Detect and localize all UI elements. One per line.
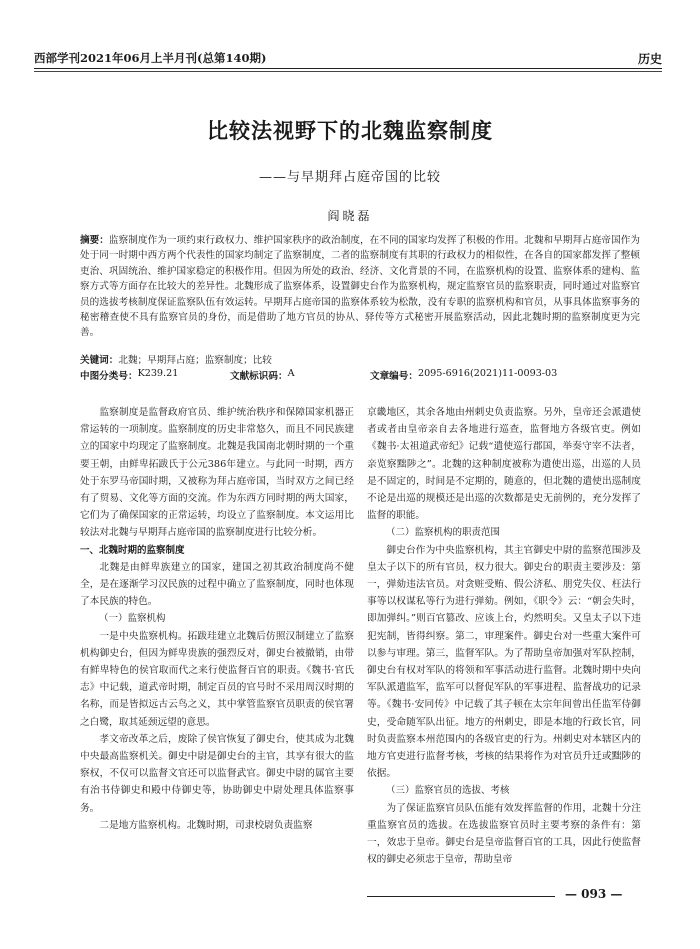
keywords-label: 关键词： — [80, 355, 119, 366]
article-number — [370, 368, 558, 382]
clc-label: 中图分类号： — [80, 371, 138, 382]
paragraph: 御史台作为中央监察机构，其主官御史中尉的监察范围涉及皇太子以下的所有官员，权力很大。御史台的职责主要涉及：第一，弹劾违法官员。对贪赃受贿、假公济私、朋党失仪、枉法行事等以权谋私等行为进行弹劾。例如，《职令》云：“朝会失时，即加弹纠。”则百官篡改、应该上台，灼然明矣。又皇太子以下违犯宪制，皆得纠察。第二，审理案件。御史台对一些重大案件可以参与审理。第三，监督军队。为了帮助皇帝加强对军队控制，御史台有权对军队的将领和军事活动进行监督。北魏时期中央向军队派遣监军，监军可以督促军队的军事进程、监督战功的记录等。《魏书·安同传》中记载了其子顿在太宗年间曾出任监军侍御史，受命随军队出征。地方的州刺史，即是本地的行政长官，同时负责监察本州范围内的各级官吏的行为。州刺史对本辖区内的地方官吏进行监督考核，考核的结果将作为对官员升迁或黜陟的依据。 — [367, 544, 641, 780]
paragraph: 为了保证监察官员队伍能有效发挥监督的作用，北魏十分注重监察官员的选拔。在选拔监察官员时主要考察的条件有：第一，效忠于皇帝。御史台是皇帝监督百官的工具，因此行使监督权的御史必须忠于皇帝，帮助皇帝 — [367, 802, 641, 866]
keywords-text: 北魏；早期拜占庭；监察制度；比较 — [118, 355, 272, 366]
paragraph: 北魏是由鲜卑族建立的国家，建国之初其政治制度尚不健全，是在逐渐学习汉民族的过程中确立了监察制度，同时也体现了本民族的特色。 — [80, 561, 354, 608]
keywords — [80, 352, 640, 366]
header-rule — [34, 68, 662, 69]
header-rule-thin — [34, 71, 662, 72]
paragraph: 孝文帝改革之后，废除了侯官恢复了御史台，使其成为北魏中央最高监察机关。御史中尉是御史台的主官，其享有很大的监察权，不仅可以监督文官还可以监督武官。御史中尉的属官主要有治书侍御史和殿中侍御史等，协助御史中尉处理具体监察事务。 — [80, 733, 354, 814]
paragraph: 监察制度是监督政府官员、维护统治秩序和保障国家机器正常运转的一项制度。监察制度的历史非常悠久，而且不同民族建立的国家中均现定了监察制度。北魏是我国南北朝时期的一个重要王朝，由鲜卑拓跋氏于公元386年建立。与此同一时期，西方处于东罗马帝国时期，又被称为拜占庭帝国，当时双方之间已经有了贸易、文化等方面的交流。作为东西方同时期的两大国家，它们为了确保国家的正常运转，均设立了监察制度。本文运用比较法对北魏与早期拜占庭帝国的监察制度进行比较分析。 — [80, 407, 354, 539]
section-heading: 一、北魏时期的监察制度 — [80, 544, 185, 556]
subsection-heading: （三）监察官员的选拔、考核 — [386, 785, 510, 797]
paper-title: 比较法视野下的北魏监察制度 — [207, 118, 493, 143]
doc-value: A — [287, 368, 295, 379]
clc-code — [80, 368, 179, 382]
journal-info: 西部学刊2021年06月上半月刊(总第140期) — [34, 51, 267, 65]
author-name: 阎晓磊 — [327, 209, 373, 223]
abstract-text: 监察制度作为一项约束行政权力、维护国家秩序的政治制度，在不同的国家均发挥了积极的作用。北魏和早期拜占庭帝国作为处于同一时期中西方两个代表性的国家均制定了监察制度，二者的监察制度有其职的行政权力的相似性，在各自的国家都发挥了整顿吏治、巩固统治、维护国家稳定的积极作用。但因为所处的政治、经济、文化背景的不同，在监察机构的设置、监察体系的建构、监察方式等方面存在比较大的差异性。北魏形成了监察体系，设置御史台作为监察机构，规定监察官员的监察职责，同时通过对监察官员的选拔考核制度保证监察队伍有效运转。早期拜占庭帝国的监察体系较为松散，没有专职的监察机构和官员，从事具体监察事务的秘密稽查使不具有监察官员的身份，而是借助了地方官员的协从、驿传等方式秘密开展监察活动，因此北魏时期的监察制度更为完善。 — [80, 235, 640, 339]
paper-subtitle: ——与早期拜占庭帝国的比较 — [258, 170, 441, 185]
body-column-left — [80, 404, 354, 834]
doc-code — [230, 368, 295, 382]
page-number: — 093 — — [565, 887, 623, 901]
article-label: 文章编号： — [370, 371, 418, 382]
paragraph: 一是中央监察机构。拓跋珪建立北魏后仿照汉制建立了监察机构御史台，但因为鲜卑贵族的强烈反对，御史台被撤销，由带有鲜卑特色的侯官取而代之来行使监督百官的职责。《魏书·官氏志》中记载，道武帝时期，制定百员的官号时不采用周汉时期的名称，而是皆拟远古云鸟之义，其中掌管监察官员职责的侯官署之白鹭，取其延颈远望的意思。 — [80, 630, 354, 728]
running-header — [34, 50, 662, 66]
clc-value: K239.21 — [137, 368, 179, 379]
abstract — [80, 233, 640, 341]
classification-info — [80, 368, 640, 382]
body-column-right — [367, 404, 641, 868]
article-value: 2095-6916(2021)11-0093-03 — [417, 368, 558, 379]
section-label: 历史 — [637, 52, 662, 66]
footer-rule — [367, 896, 555, 897]
abstract-label: 摘要： — [80, 235, 109, 246]
paragraph: 二是地方监察机构。北魏时期，司隶校尉负责监察 — [99, 819, 313, 831]
doc-label: 文献标识码： — [230, 371, 288, 382]
paragraph: 京畿地区，其余各地由州刺史负责监察。另外，皇帝还会派遣使者或者由皇帝亲自去各地进行巡查，监督地方各级官吏。例如《魏书·太祖道武帝纪》记载“遣使巡行郡国，举奏守宰不法者，亲览察黜陟之”。北魏的这种制度被称为遣使出巡，出巡的人员是不固定的，时间是不定期的，随意的，但北魏的遣使出巡制度不论是出巡的规模还是出巡的次数都是史无前例的，充分发挥了监督的职能。 — [367, 407, 641, 522]
subsection-heading: （一）监察机构 — [99, 613, 166, 625]
subsection-heading: （二）监察机构的职责范围 — [386, 527, 501, 539]
